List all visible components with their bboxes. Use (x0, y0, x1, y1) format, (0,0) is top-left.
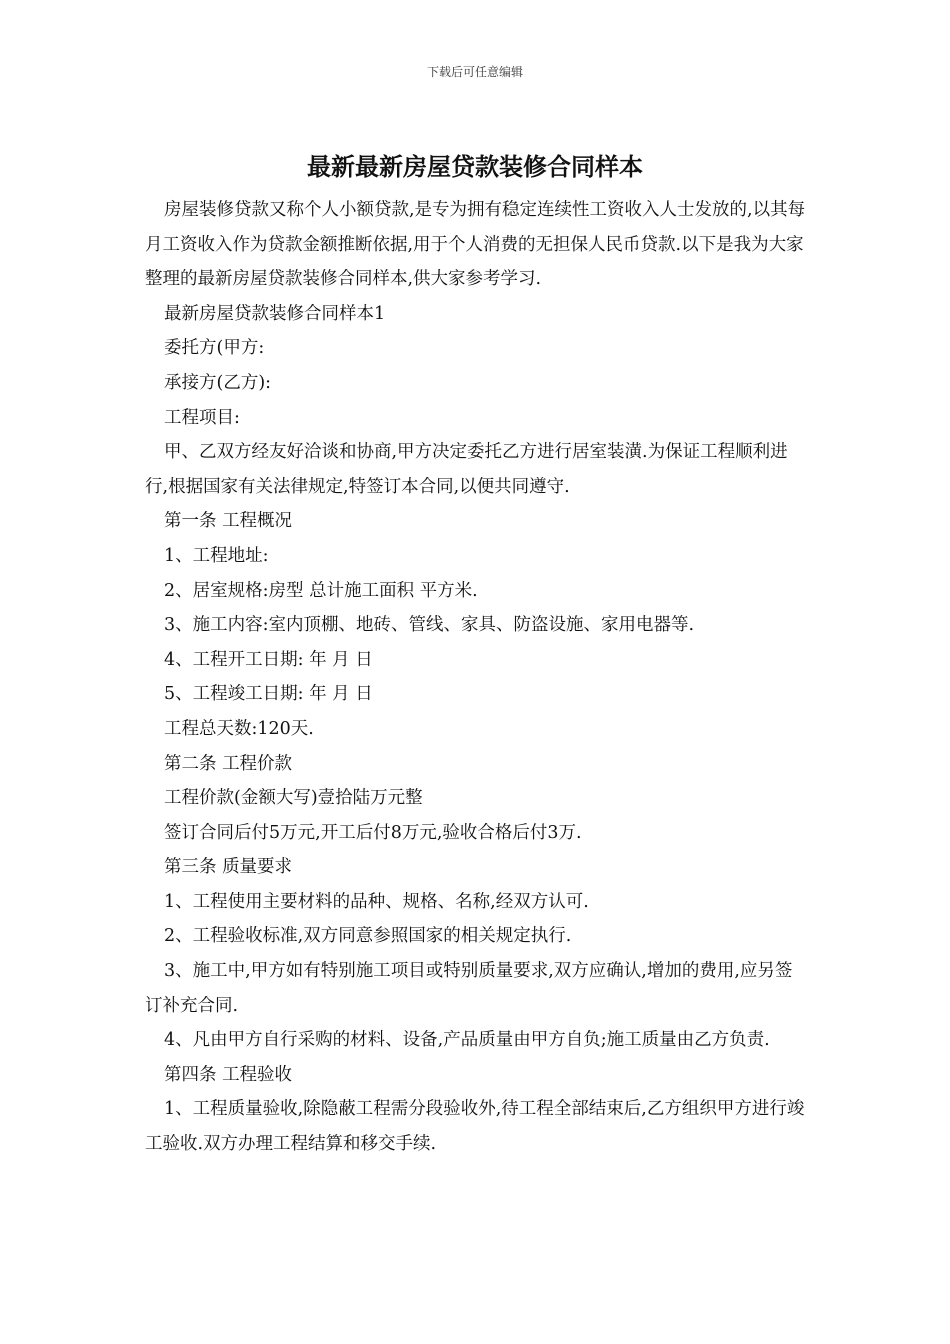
article-3-item: 1、工程使用主要材料的品种、规格、名称,经双方认可. (164, 891, 589, 912)
article-2-heading: 第二条 工程价款 (164, 753, 293, 774)
project-line: 工程项目: (164, 407, 240, 428)
page-header: 下载后可任意编辑 (426, 65, 523, 79)
sample-heading: 最新房屋贷款装修合同样本1 (164, 303, 386, 324)
article-1-item: 4、工程开工日期: 年 月 日 (164, 649, 373, 670)
article-3-item: 2、工程验收标准,双方同意参照国家的相关规定执行. (164, 926, 572, 947)
article-1-item: 2、居室规格:房型 总计施工面积 平方米. (164, 580, 478, 601)
article-3-item: 3、施工中,甲方如有特别施工项目或特别质量要求,双方应确认,增加的费用,应另签订补充合同. (145, 961, 793, 1016)
article-1-item: 5、工程竣工日期: 年 月 日 (164, 684, 373, 705)
document-title: 最新最新房屋贷款装修合同样本 (307, 153, 643, 181)
agreement-paragraph: 甲、乙双方经友好洽谈和协商,甲方决定委托乙方进行居室装潢.为保证工程顺利进行,根据国家有关法律规定,特签订本合同,以便共同遵守. (145, 442, 788, 497)
article-2-item: 签订合同后付5万元,开工后付8万元,验收合格后付3万. (164, 822, 582, 843)
article-1-item: 3、施工内容:室内顶棚、地砖、管线、家具、防盗设施、家用电器等. (164, 615, 695, 636)
intro-paragraph: 房屋装修贷款又称个人小额贷款,是专为拥有稳定连续性工资收入人士发放的,以其每月工资收入作为贷款金额推断依据,用于个人消费的无担保人民币贷款.以下是我为大家整理的最新房屋贷款装修合同样本,供大家参考学习. (145, 200, 806, 290)
article-3-item: 4、凡由甲方自行采购的材料、设备,产品质量由甲方自负;施工质量由乙方负责. (164, 1030, 770, 1051)
party-b-line: 承接方(乙方): (164, 372, 272, 393)
article-1-item: 工程总天数:120天. (164, 718, 314, 739)
article-4-item: 1、工程质量验收,除隐蔽工程需分段验收外,待工程全部结束后,乙方组织甲方进行竣工验收.双方办理工程结算和移交手续. (145, 1099, 805, 1155)
article-4-heading: 第四条 工程验收 (164, 1064, 293, 1085)
article-1-heading: 第一条 工程概况 (164, 511, 293, 532)
document-body (145, 193, 809, 1162)
article-1-item: 1、工程地址: (164, 545, 269, 566)
party-a-line: 委托方(甲方: (164, 338, 265, 359)
article-2-item: 工程价款(金额大写)壹拾陆万元整 (164, 788, 423, 809)
article-3-heading: 第三条 质量要求 (164, 857, 293, 878)
